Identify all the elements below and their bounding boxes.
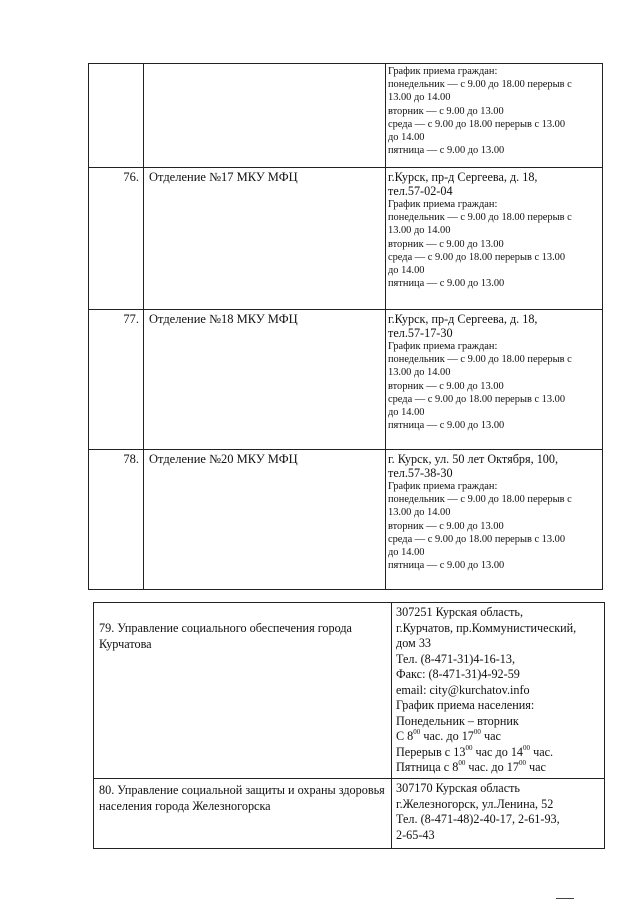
table-row — [94, 603, 605, 779]
row-number: 77. — [89, 310, 144, 450]
schedule-line: среда — с 9.00 до 18.00 перерыв с 13.00 — [388, 251, 566, 263]
address-line: г.Курск, пр-д Сергеева, д. 18, — [388, 312, 538, 326]
table-row — [94, 779, 605, 849]
office-name: 79. Управление социального обеспечения города Курчатова — [94, 603, 392, 779]
address-line: 307170 Курская область — [396, 781, 520, 795]
table-row — [89, 450, 603, 590]
offices-table — [88, 63, 603, 590]
schedule-line: понедельник — с 9.00 до 18.00 перерыв с — [388, 79, 572, 91]
office-name: Отделение №20 МКУ МФЦ — [144, 450, 386, 590]
schedule-line: График приема граждан: — [388, 66, 498, 77]
address-line: г. Курск, ул. 50 лет Октября, 100, — [388, 452, 559, 466]
office-details — [386, 310, 603, 450]
schedule-line: понедельник — с 9.00 до 18.00 перерыв с — [388, 212, 572, 224]
phone-line: Тел. (8-471-31)4-16-13, — [396, 651, 515, 666]
schedule-line: среда — с 9.00 до 18.00 перерыв с 13.00 — [388, 118, 566, 130]
schedule-line: График приема граждан: — [388, 199, 498, 210]
row-number — [89, 64, 144, 168]
schedule-line: пятница — с 9.00 до 13.00 — [388, 420, 505, 432]
schedule-line: понедельник — с 9.00 до 18.00 перерыв с — [388, 354, 572, 366]
fax-line: Факс: (8-471-31)4-92-59 — [396, 667, 520, 681]
schedule-line: 13.00 до 14.00 — [388, 225, 451, 237]
friday-line: Пятница с $8^{00}$ час. до $17^{00}$ час — [396, 759, 546, 774]
schedule-line: среда — с 9.00 до 18.00 перерыв с 13.00 — [388, 393, 566, 405]
address-line: г.Железногорск, ул.Ленина, 52 — [396, 796, 554, 811]
schedule-line: вторник — с 9.00 до 13.00 — [388, 520, 504, 532]
social-services-table — [93, 602, 605, 849]
table-row — [89, 64, 603, 168]
schedule-heading: График приема населения: — [396, 698, 535, 712]
schedule-line: среда — с 9.00 до 18.00 перерыв с 13.00 — [388, 533, 566, 545]
schedule-line: График приема граждан: — [388, 341, 498, 352]
schedule-line: вторник — с 9.00 до 13.00 — [388, 105, 504, 117]
phone-line: тел.57-02-04 — [388, 184, 453, 198]
schedule-line: понедельник — с 9.00 до 18.00 перерыв с — [388, 494, 572, 506]
office-name: Отделение №18 МКУ МФЦ — [144, 310, 386, 450]
phone-line: тел.57-17-30 — [388, 326, 453, 340]
scan-mark — [556, 898, 574, 899]
schedule-line: 13.00 до 14.00 — [388, 507, 451, 519]
office-name: 80. Управление социальной защиты и охраны здоровья населения города Железногорска — [94, 779, 392, 849]
address-line: 307251 Курская область, — [396, 605, 524, 619]
schedule-days: Понедельник – вторник — [396, 713, 519, 728]
schedule-line: до 14.00 — [388, 132, 425, 144]
schedule-line: 13.00 до 14.00 — [388, 92, 451, 104]
table-row — [89, 310, 603, 450]
office-details — [392, 779, 605, 849]
schedule-line: до 14.00 — [388, 265, 425, 277]
address-line: дом 33 — [396, 636, 432, 650]
address-line: г.Курск, пр-д Сергеева, д. 18, — [388, 170, 538, 184]
schedule-line: пятница — с 9.00 до 13.00 — [388, 560, 505, 572]
schedule-line: до 14.00 — [388, 547, 425, 559]
hours-line: С $8^{00}$ час. до $17^{00}$ час — [396, 728, 501, 743]
office-details — [386, 64, 603, 168]
schedule-line: вторник — с 9.00 до 13.00 — [388, 380, 504, 392]
schedule-line: вторник — с 9.00 до 13.00 — [388, 238, 504, 250]
office-details — [392, 603, 605, 779]
schedule-line: График приема граждан: — [388, 481, 498, 492]
row-number: 76. — [89, 168, 144, 310]
office-details — [386, 450, 603, 590]
phone-line: 2-65-43 — [396, 827, 435, 842]
row-number: 78. — [89, 450, 144, 590]
email-line: email: city@kurchatov.info — [396, 682, 530, 697]
schedule-line: до 14.00 — [388, 407, 425, 419]
schedule-line: 13.00 до 14.00 — [388, 367, 451, 379]
office-name: Отделение №17 МКУ МФЦ — [144, 168, 386, 310]
office-details — [386, 168, 603, 310]
break-line: Перерыв с $13^{00}$ час до $14^{00}$ час. — [396, 743, 554, 759]
table-row — [89, 168, 603, 310]
phone-line: тел.57-38-30 — [388, 466, 453, 480]
schedule-line: пятница — с 9.00 до 13.00 — [388, 145, 505, 157]
address-line: г.Курчатов, пр.Коммунистический, — [396, 620, 577, 635]
phone-line: Тел. (8-471-48)2-40-17, 2-61-93, — [396, 812, 560, 826]
schedule-line: пятница — с 9.00 до 13.00 — [388, 278, 505, 290]
office-name — [144, 64, 386, 168]
